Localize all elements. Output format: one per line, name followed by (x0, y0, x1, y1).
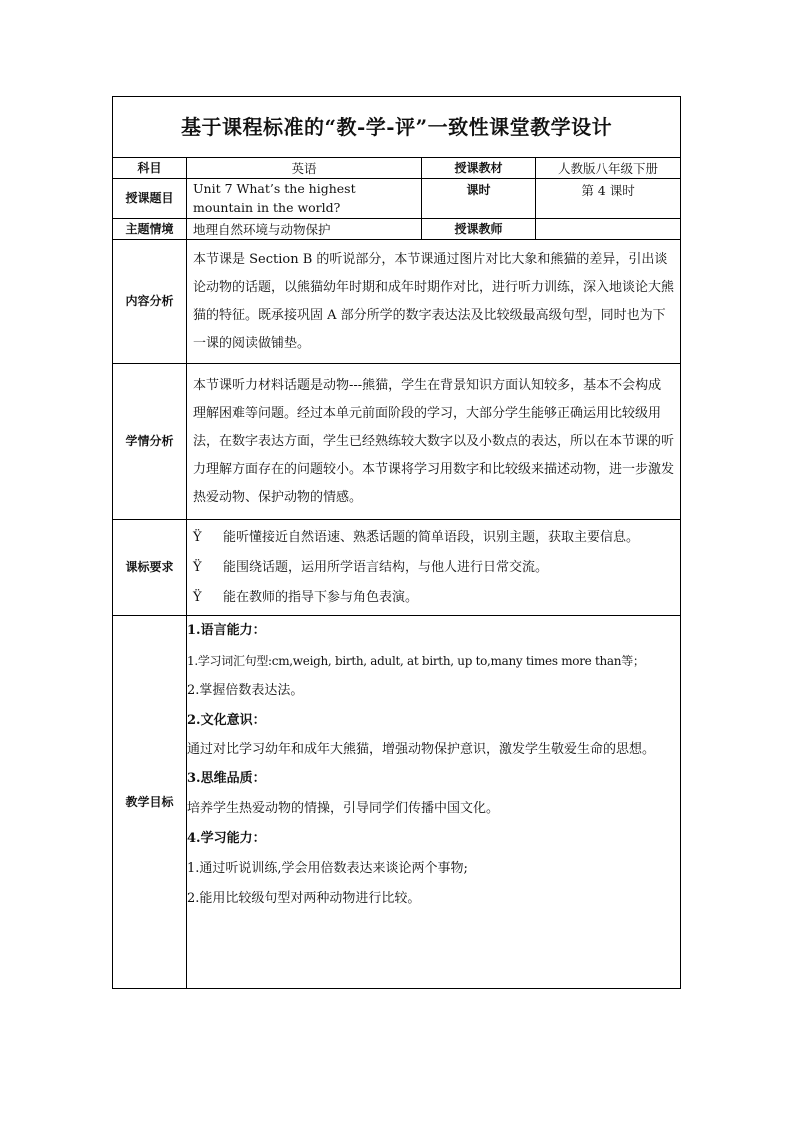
standard-text: 能围绕话题，运用所学语言结构，与他人进行日常交流。 (223, 559, 549, 575)
content-analysis-text: 本节课是 Section B 的听说部分，本节课通过图片对比大象和熊猫的差异，引出谈论动物的话题，以熊猫幼年时期和成年时期作对比，进行听力训练，深入地谈论大熊猫的特征。既承接巩固 A 部分所学的数字表达法及比较级最高级句型，同时也为下一课的阅读做铺垫。 (193, 251, 675, 351)
theme-value: 地理自然环境与动物保护 (187, 219, 422, 240)
goal-heading-language: 1.语言能力： (187, 623, 266, 638)
goal-line: 1.学习词汇句型:cm,weigh, birth, adult, at birth, up to,many times more than等； (187, 654, 645, 668)
bullet-mark-icon: Ÿ (193, 529, 202, 545)
bullet-mark-icon: Ÿ (193, 589, 202, 605)
standards-cell (187, 520, 681, 616)
theme-label: 主题情境 (113, 219, 187, 240)
lesson-plan-table (112, 96, 681, 989)
standard-text: 能在教师的指导下参与角色表演。 (223, 589, 419, 605)
goals-cell (187, 616, 681, 989)
textbook-label: 授课教材 (422, 158, 536, 179)
period-label: 课时 (422, 179, 536, 219)
goals-label: 教学目标 (113, 616, 187, 989)
content-analysis-label: 内容分析 (113, 240, 187, 364)
textbook-value: 人教版八年级下册 (536, 158, 681, 179)
student-analysis-label: 学情分析 (113, 364, 187, 520)
standards-label: 课标要求 (113, 520, 187, 616)
goal-line: 通过对比学习幼年和成年大熊猫，增强动物保护意识，激发学生敬爱生命的思想。 (187, 742, 656, 757)
goal-line: 2.掌握倍数表达法。 (187, 683, 304, 698)
content-analysis-cell (187, 240, 681, 364)
subject-label: 科目 (113, 158, 187, 179)
student-analysis-cell (187, 364, 681, 520)
standard-item (187, 583, 680, 613)
bullet-mark-icon: Ÿ (193, 559, 202, 575)
page-title: 基于课程标准的“教-学-评”一致性课堂教学设计 (113, 97, 681, 158)
topic-label: 授课题目 (113, 179, 187, 219)
standard-item (187, 553, 680, 583)
subject-value: 英语 (187, 158, 422, 179)
teacher-value (536, 219, 681, 240)
goal-line: 2.能用比较级句型对两种动物进行比较。 (187, 891, 421, 906)
goal-heading-culture: 2.文化意识： (187, 713, 266, 728)
goal-line: 1.通过听说训练,学会用倍数表达来谈论两个事物; (187, 861, 468, 876)
goal-heading-learning: 4.学习能力： (187, 831, 266, 846)
standard-item (187, 523, 680, 553)
student-analysis-text: 本节课听力材料话题是动物---熊猫，学生在背景知识方面认知较多，基本不会构成理解困难等问题。经过本单元前面阶段的学习，大部分学生能够正确运用比较级用法，在数字表达方面，学生已经熟练较大数字以及小数点的表达，所以在本节课的听力理解方面存在的问题较小。本节课将学习用数字和比较级来描述动物，进一步激发热爱动物、保护动物的情感。 (193, 377, 675, 505)
topic-value: Unit 7 What’s the highest mountain in the world? (187, 179, 422, 219)
teacher-label: 授课教师 (422, 219, 536, 240)
standard-text: 能听懂接近自然语速、熟悉话题的简单语段，识别主题，获取主要信息。 (223, 529, 640, 545)
period-value: 第 4 课时 (536, 179, 681, 219)
goal-heading-thinking: 3.思维品质： (187, 771, 266, 786)
goal-line: 培养学生热爱动物的情操，引导同学们传播中国文化。 (187, 801, 500, 816)
